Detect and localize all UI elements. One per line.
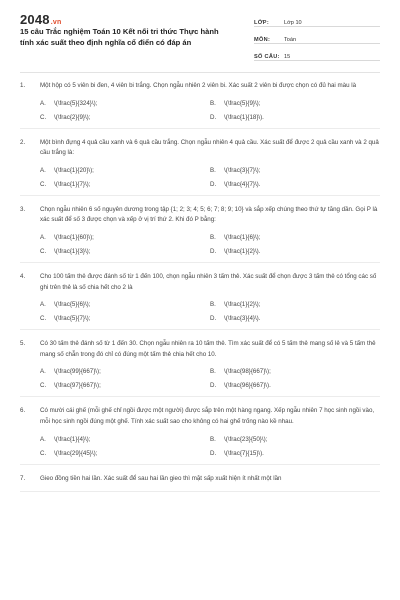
page-header (0, 0, 400, 62)
logo-suffix: .vn (50, 19, 62, 26)
option-text: \(\frac{1}{4}\); (54, 435, 91, 443)
answer-option[interactable] (210, 114, 380, 121)
answer-option[interactable] (40, 167, 210, 174)
question-row (20, 81, 380, 92)
option-text: \(\frac{96}{667}\). (224, 382, 271, 390)
question-item (20, 269, 380, 330)
answer-option[interactable] (210, 181, 380, 188)
meta-row-subject (254, 31, 380, 44)
answer-option[interactable] (40, 382, 210, 389)
option-text: \(\frac{4}{7}\). (224, 180, 261, 188)
question-number: 5. (20, 340, 26, 348)
option-letter: A. (40, 233, 46, 241)
question-row (20, 138, 380, 159)
question-row (20, 272, 380, 293)
meta-row-class (254, 14, 380, 27)
answer-options (20, 301, 380, 322)
question-text: Một bình đựng 4 quả cầu xanh và 6 quả cầu trắng. Chọn ngẫu nhiên 4 quả cầu. Xác suất để được 2 quả cầu xanh và 2 quả cầu trắng là: (40, 138, 379, 157)
option-letter: D. (210, 449, 217, 457)
question-number: 4. (20, 272, 26, 280)
answer-option[interactable] (40, 301, 210, 308)
answer-options (20, 234, 380, 255)
option-text: \(\frac{1}{18}\). (224, 113, 264, 121)
question-item (20, 202, 380, 263)
question-number: 3. (20, 205, 26, 213)
option-text: \(\frac{5}{6}\); (54, 301, 91, 309)
answer-option[interactable] (40, 234, 210, 241)
option-text: \(\frac{99}{667}\); (54, 368, 101, 376)
option-letter: C. (40, 315, 47, 323)
option-letter: C. (40, 180, 47, 188)
question-list (20, 78, 380, 498)
option-letter: B. (210, 301, 216, 309)
answer-option[interactable] (40, 450, 210, 457)
answer-option[interactable] (210, 100, 380, 107)
option-letter: B. (210, 435, 216, 443)
option-letter: A. (40, 301, 46, 309)
question-text: Một hộp có 5 viên bi đen, 4 viên bi trắng. Chọn ngẫu nhiên 2 viên bi. Xác suất 2 viên bi được chọn có đủ hai màu là (40, 82, 357, 89)
answer-option[interactable] (40, 315, 210, 322)
site-logo[interactable] (20, 12, 61, 27)
header-divider (20, 72, 380, 73)
option-letter: B. (210, 233, 216, 241)
option-text: \(\frac{1}{3}\); (54, 247, 91, 255)
option-text: \(\frac{5}{9}\); (224, 99, 261, 107)
option-text: \(\frac{3}{4}\). (224, 315, 261, 323)
meta-label: MÔN: (254, 37, 271, 43)
option-letter: B. (210, 166, 216, 174)
option-letter: C. (40, 449, 47, 457)
option-text: \(\frac{5}{324}\); (54, 99, 98, 107)
question-item (20, 78, 380, 129)
option-text: \(\frac{2}{9}\); (54, 113, 91, 121)
meta-value: Toán (284, 37, 297, 43)
question-item (20, 336, 380, 397)
answer-option[interactable] (40, 248, 210, 255)
meta-value: 15 (284, 54, 291, 60)
meta-label: SỐ CÂU: (254, 54, 280, 60)
question-item (20, 403, 380, 464)
answer-option[interactable] (210, 234, 380, 241)
option-letter: A. (40, 99, 46, 107)
option-text: \(\frac{7}{15}\). (224, 449, 264, 457)
option-letter: A. (40, 368, 46, 376)
answer-option[interactable] (210, 382, 380, 389)
option-text: \(\frac{1}{7}\); (54, 180, 91, 188)
question-number: 1. (20, 82, 26, 89)
option-text: \(\frac{98}{667}\); (224, 368, 271, 376)
question-number: 7. (20, 474, 26, 482)
option-text: \(\frac{3}{7}\); (224, 166, 261, 174)
answer-options (20, 368, 380, 389)
question-text: Có mười cái ghế (mỗi ghế chỉ ngồi được một người) được sắp trên một hàng ngang. Xếp ngẫu nhiên 7 học sinh ngồi vào, mỗi học sinh ngồi đúng một ghế. Tính xác suất sao cho không có hai ghế trống nào kề nhau. (40, 407, 375, 425)
answer-option[interactable] (210, 436, 380, 443)
document-title: 15 câu Trắc nghiệm Toán 10 Kết nối tri thức Thực hành tính xác suất theo định nghĩa cổ điển có đáp án (20, 27, 219, 47)
option-letter: B. (210, 99, 216, 107)
question-text: Cho 100 tấm thẻ được đánh số từ 1 đến 100, chọn ngẫu nhiên 3 tấm thẻ. Xác suất để chọn được 3 tấm thẻ có tổng các số ghi trên thẻ là số chia hết cho 2 là (40, 272, 377, 291)
answer-options (20, 436, 380, 457)
option-letter: D. (210, 315, 217, 323)
option-text: \(\frac{5}{7}\); (54, 315, 91, 323)
answer-option[interactable] (210, 301, 380, 308)
option-letter: D. (210, 382, 217, 390)
question-text: Có 30 tấm thẻ đánh số từ 1 đến 30. Chọn ngẫu nhiên ra 10 tấm thẻ. Tìm xác suất để có 5 tấm thẻ mang số lẻ và 5 tấm thẻ mang số chẵn trong đó chỉ có đúng một tấm thẻ chia hết cho 10. (40, 340, 376, 358)
answer-option[interactable] (210, 167, 380, 174)
answer-option[interactable] (40, 436, 210, 443)
option-text: \(\frac{1}{2}\); (224, 301, 261, 309)
logo-text: 2048 (20, 12, 50, 27)
answer-option[interactable] (40, 181, 210, 188)
question-item (20, 471, 380, 493)
option-letter: C. (40, 247, 47, 255)
question-row (20, 205, 380, 226)
option-letter: D. (210, 247, 217, 255)
option-letter: A. (40, 166, 46, 174)
answer-options (20, 100, 380, 121)
question-text: Gieo đồng tiền hai lần. Xác suất để sau hai lần gieo thì mặt sấp xuất hiện ít nhất một lần (40, 474, 282, 482)
question-row (20, 406, 380, 427)
option-letter: C. (40, 382, 47, 390)
answer-option[interactable] (40, 114, 210, 121)
meta-row-count (254, 48, 380, 61)
question-number: 6. (20, 407, 26, 415)
option-letter: D. (210, 180, 217, 188)
option-text: \(\frac{1}{60}\); (54, 233, 94, 241)
question-row (20, 339, 380, 360)
option-text: \(\frac{1}{2}\). (224, 247, 261, 255)
question-row (20, 474, 380, 485)
question-text: Chọn ngẫu nhiên 6 số nguyên dương trong tập {1; 2; 3; 4; 5; 6; 7; 8; 9; 10} và sắp xếp chúng theo thứ tự tăng dần. Gọi P là xác suất để số 3 được chọn và xếp ở vị trí thứ 2. Khi đó P bằng: (40, 205, 378, 224)
answer-option[interactable] (210, 315, 380, 322)
option-text: \(\frac{1}{20}\); (54, 166, 94, 174)
answer-options (20, 167, 380, 188)
option-letter: C. (40, 113, 47, 121)
option-text: \(\frac{29}{45}\); (54, 449, 98, 457)
option-text: \(\frac{1}{6}\); (224, 233, 261, 241)
option-letter: B. (210, 368, 216, 376)
meta-label: LỚP: (254, 20, 269, 26)
option-letter: A. (40, 435, 46, 443)
answer-option[interactable] (210, 450, 380, 457)
meta-panel (254, 14, 380, 65)
meta-value: Lớp 10 (284, 20, 302, 26)
option-text: \(\frac{23}{50}\); (224, 435, 268, 443)
option-letter: D. (210, 113, 217, 121)
question-item (20, 135, 380, 196)
answer-option[interactable] (210, 368, 380, 375)
option-text: \(\frac{97}{667}\); (54, 382, 101, 390)
answer-option[interactable] (210, 248, 380, 255)
question-number: 2. (20, 138, 26, 146)
answer-option[interactable] (40, 100, 210, 107)
answer-option[interactable] (40, 368, 210, 375)
